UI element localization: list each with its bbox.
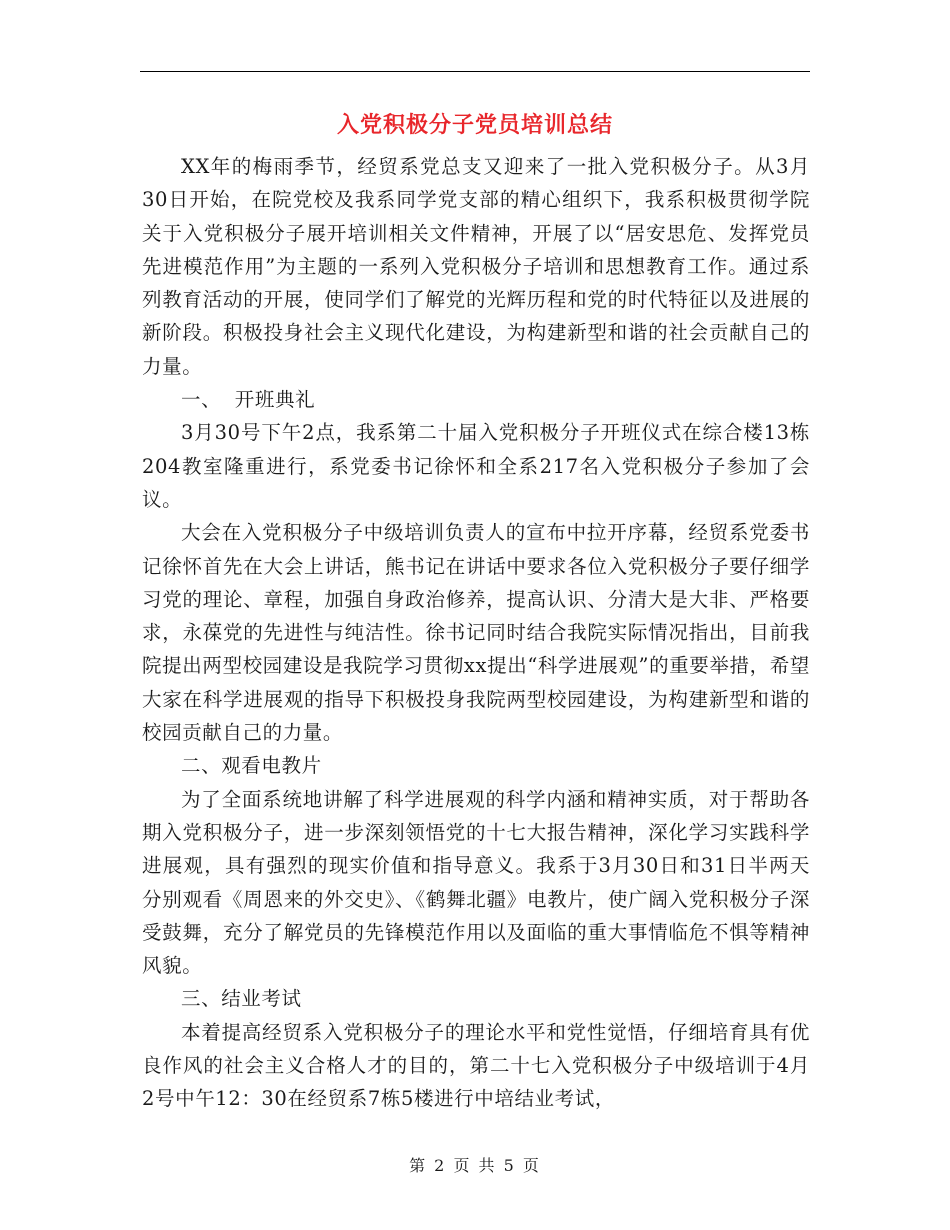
section-heading-final-exam: 三、结业考试 (181, 987, 302, 1011)
page-number: 第 2 页 共 5 页 (409, 1156, 541, 1175)
paragraph-final-exam: 本着提高经贸系入党积极分子的理论水平和党性觉悟，仔细培育具有优良作风的社会主义合格人才的目的，第二十七入党积极分子中级培训于4月2号中午12：30在经贸系7栋5楼进行中培结业考试， (142, 1020, 810, 1111)
document-body (142, 150, 810, 1116)
paragraph-watch-film: 为了全面系统地讲解了科学进展观的科学内涵和精神实质，对于帮助各期入党积极分子，进一步深刻领悟党的十七大报告精神，深化学习实践科学进展观，具有强烈的现实价值和指导意义。我系于3月30日和31日半两天分别观看《周恩来的外交史》、《鹤舞北疆》电教片，使广阔入党积极分子深受鼓舞，充分了解党员的先锋模范作用以及面临的重大事情临危不惧等精神风貌。 (142, 787, 810, 978)
section-heading-opening-ceremony: 一、 开班典礼 (181, 388, 316, 412)
header-rule (140, 71, 810, 72)
paragraph-conference-speech: 大会在入党积极分子中级培训负责人的宣布中拉开序幕，经贸系党委书记徐怀首先在大会上讲话，熊书记在讲话中要求各位入党积极分子要仔细学习党的理论、章程，加强自身政治修养，提高认识、分清大是大非、严格要求，永葆党的先进性与纯洁性。徐书记同时结合我院实际情况指出，目前我院提出两型校园建设是我院学习贯彻xx提出“科学进展观”的重要举措，希望大家在科学进展观的指导下积极投身我院两型校园建设，为构建新型和谐的校园贡献自己的力量。 (142, 521, 810, 745)
paragraph-opening-ceremony: 3月30号下午2点，我系第二十届入党积极分子开班仪式在综合楼13栋204教室隆重进行，系党委书记徐怀和全系217名入党积极分子参加了会议。 (142, 421, 810, 511)
section-heading-watch-film: 二、观看电教片 (181, 754, 322, 778)
document-title: 入党积极分子党员培训总结 (336, 112, 613, 138)
paragraph-intro: XX年的梅雨季节，经贸系党总支又迎来了一批入党积极分子。从3月30日开始，在院党校及我系同学党支部的精心组织下，我系积极贯彻学院关于入党积极分子展开培训相关文件精神，开展了以“居安思危、发挥党员先进模范作用”为主题的一系列入党积极分子培训和思想教育工作。通过系列教育活动的开展，使同学们了解党的光辉历程和党的时代特征以及进展的新阶段。积极投身社会主义现代化建设，为构建新型和谐的社会贡献自己的力量。 (142, 155, 810, 378)
page-footer (0, 1154, 950, 1178)
